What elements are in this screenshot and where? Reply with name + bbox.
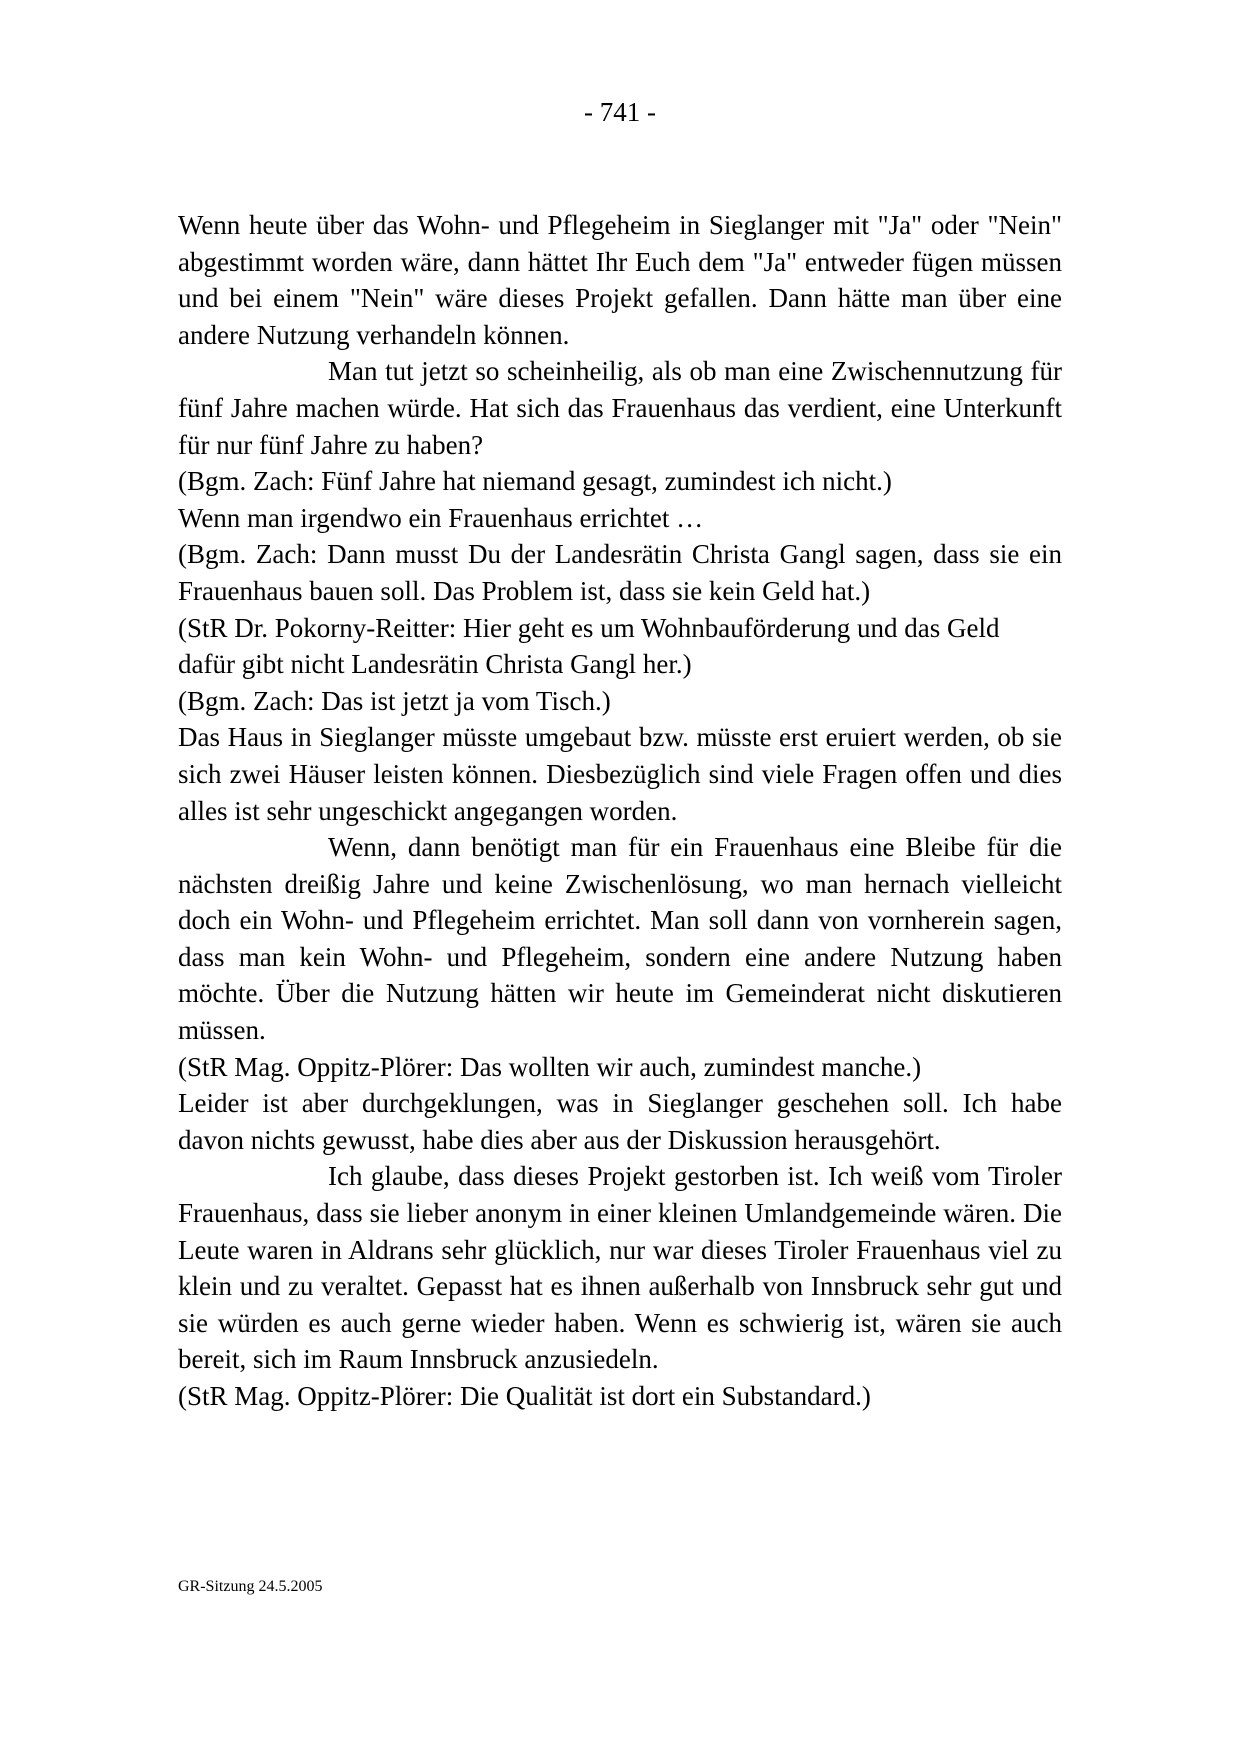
paragraph-interjection: (StR Mag. Oppitz-Plörer: Die Qualität ist dort ein Substandard.) [178, 1381, 871, 1411]
paragraph-speech: Leider ist aber durchgeklungen, was in Sieglanger geschehen soll. Ich habe davon nichts gewusst, habe dies aber aus der Diskussion herausgehört. [178, 1088, 1062, 1155]
paragraph-speech: Ich glaube, dass dieses Projekt gestorben ist. Ich weiß vom Tiroler Frauenhaus, dass sie lieber anonym in einer kleinen Umlandgemeinde wären. Die Leute waren in Aldrans sehr glücklich, nur war dieses Tiroler Frauenhaus viel zu klein und zu veraltet. Gepasst hat es ihnen außerhalb von Innsbruck sehr gut und sie würden es auch gerne wieder haben. Wenn es schwierig ist, wären sie auch bereit, sich im Raum Innsbruck anzusiedeln. [178, 1161, 1062, 1375]
page-number: - 741 - [584, 97, 656, 127]
paragraph-interjection: (Bgm. Zach: Das ist jetzt ja vom Tisch.) [178, 685, 611, 716]
paragraph-speech: Man tut jetzt so scheinheilig, als ob man eine Zwischennutzung für fünf Jahre machen würde. Hat sich das Frauenhaus das verdient, eine Unterkunft für nur fünf Jahre zu haben? [178, 356, 1062, 460]
paragraph-speech: Wenn, dann benötigt man für ein Frauenhaus eine Bleibe für die nächsten dreißig Jahre und keine Zwischenlösung, wo man hernach vielleicht doch ein Wohn- und Pflegeheim errichtet. Man soll dann von vornherein sagen, dass man kein Wohn- und Pflegeheim, sondern eine andere Nutzung haben möchte. Über die Nutzung hätten wir heute im Gemeinderat nicht diskutieren müssen. [178, 832, 1062, 1046]
document-body [178, 207, 1062, 1415]
paragraph-interjection: (Bgm. Zach: Fünf Jahre hat niemand gesagt, zumindest ich nicht.) [178, 466, 892, 497]
paragraph-interjection: (StR Mag. Oppitz-Plörer: Das wollten wir auch, zumindest manche.) [178, 1051, 922, 1082]
paragraph-speech: Das Haus in Sieglanger müsste umgebaut bzw. müsste erst eruiert werden, ob sie sich zwei Häuser leisten können. Diesbezüglich sind viele Fragen offen und dies alles ist sehr ungeschickt angegangen worden. [178, 722, 1062, 826]
paragraph-interjection: (Bgm. Zach: Dann musst Du der Landesrätin Christa Gangl sagen, dass sie ein Frauenhaus bauen soll. Das Problem ist, dass sie kein Geld hat.) [178, 539, 1062, 606]
paragraph-interjection: (StR Dr. Pokorny-Reitter: Hier geht es um Wohnbauförderung und das Geld dafür gibt nicht Landesrätin Christa Gangl her.) [178, 612, 1000, 680]
footer-session-label: GR-Sitzung 24.5.2005 [178, 1578, 323, 1595]
paragraph-speech: Wenn heute über das Wohn- und Pflegeheim in Sieglanger mit "Ja" oder "Nein" abgestimmt worden wäre, dann hättet Ihr Euch dem "Ja" entweder fügen müssen und bei einem "Nein" wäre dieses Projekt gefallen. Dann hätte man über eine andere Nutzung verhandeln können. [178, 210, 1062, 350]
paragraph-speech: Wenn man irgendwo ein Frauenhaus errichtet … [178, 502, 704, 533]
